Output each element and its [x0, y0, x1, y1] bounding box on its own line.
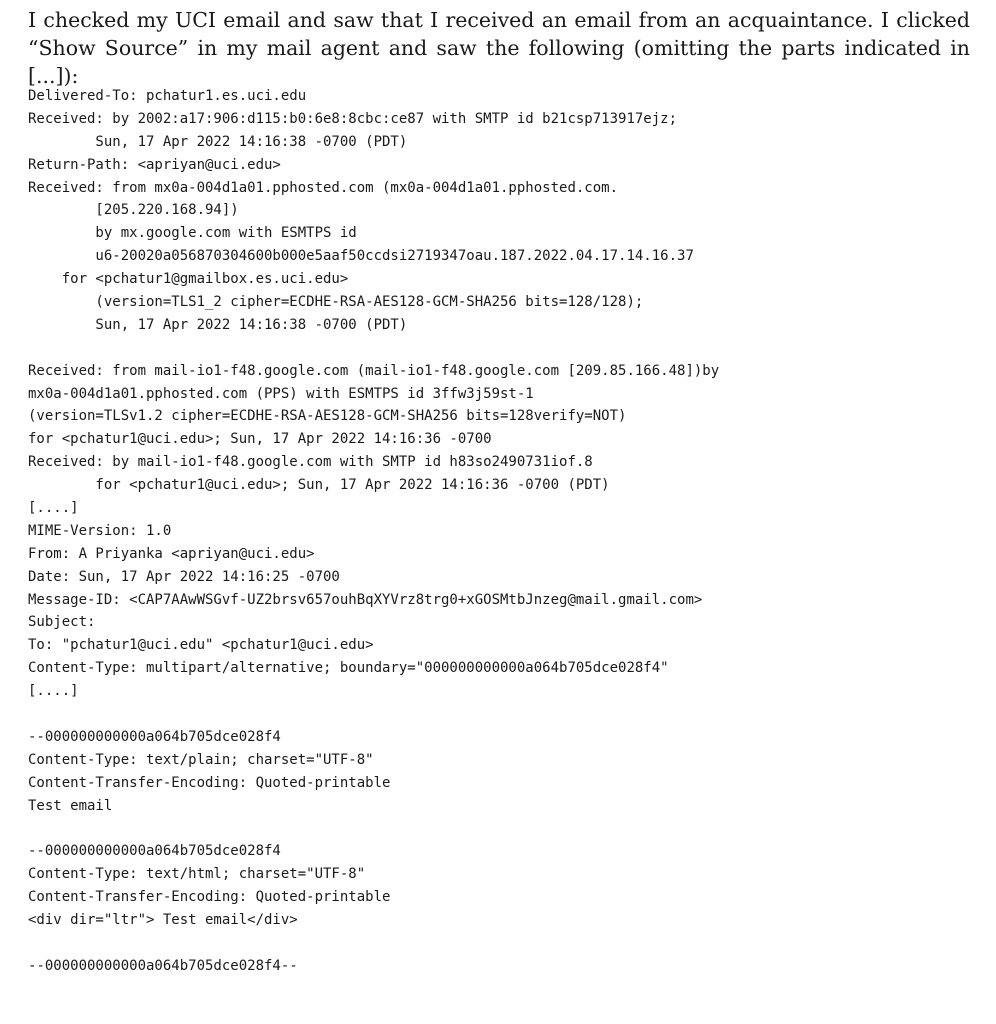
- source-line-boundary: --000000000000a064b705dce028f4: [28, 728, 281, 745]
- source-line-part1-encoding: Content-Transfer-Encoding: Quoted-printable: [28, 774, 391, 791]
- intro-paragraph: I checked my UCI email and saw that I received an email from an acquaintance. I clicked “Show Source” in my mail agent and saw the following (omitting the parts indicated in [...]):: [28, 8, 970, 88]
- source-line-received-2-by: by mx.google.com with ESMTPS id: [28, 225, 357, 242]
- source-line-received-2-tls: (version=TLS1_2 cipher=ECDHE-RSA-AES128-GCM-SHA256 bits=128/128);: [28, 294, 644, 311]
- source-line-received-2-for: for <pchatur1@gmailbox.es.uci.edu>: [28, 271, 349, 288]
- source-line-received-2: Received: from mx0a-004d1a01.pphosted.com (mx0a-004d1a01.pphosted.com.: [28, 179, 619, 196]
- source-line-omitted: [....]: [28, 500, 79, 517]
- source-line-boundary: --000000000000a064b705dce028f4: [28, 843, 281, 860]
- source-line-blank: [28, 703, 978, 726]
- source-line-from: From: A Priyanka <apriyan@uci.edu>: [28, 545, 315, 562]
- source-line-blank: [28, 337, 978, 360]
- source-line-received-4-for: for <pchatur1@uci.edu>; Sun, 17 Apr 2022 14:16:36 -0700 (PDT): [28, 477, 610, 494]
- source-line-blank: [28, 818, 978, 841]
- source-line-message-id: Message-ID: <CAP7AAwWSGvf-UZ2brsv657ouhBqXYVrz8trg0+xGOSMtbJnzeg@mail.gmail.com>: [28, 591, 703, 608]
- source-line-received-3-tls: (version=TLSv1.2 cipher=ECDHE-RSA-AES128-GCM-SHA256 bits=128verify=NOT): [28, 408, 627, 425]
- source-line-subject: Subject:: [28, 614, 96, 631]
- source-line-part1-content-type: Content-Type: text/plain; charset="UTF-8": [28, 751, 374, 768]
- source-line-mime-version: MIME-Version: 1.0: [28, 522, 172, 539]
- source-line-received-3-host: mx0a-004d1a01.pphosted.com (PPS) with ESMTPS id 3ffw3j59st-1: [28, 385, 534, 402]
- source-line-delivered-to: Delivered-To: pchatur1.es.uci.edu: [28, 88, 307, 104]
- source-line-part2-encoding: Content-Transfer-Encoding: Quoted-printable: [28, 889, 391, 906]
- source-line-received-2-ip: [205.220.168.94]): [28, 202, 239, 219]
- source-line-received-1: Received: by 2002:a17:906:d115:b0:6e8:8cbc:ce87 with SMTP id b21csp713917ejz;: [28, 110, 678, 127]
- source-line-part2-content-type: Content-Type: text/html; charset="UTF-8": [28, 866, 366, 883]
- source-line-closing-boundary: --000000000000a064b705dce028f4--: [28, 957, 298, 974]
- source-line-received-3: Received: from mail-io1-f48.google.com (mail-io1-f48.google.com [209.85.166.48])by: [28, 362, 720, 379]
- source-line-blank: [28, 932, 978, 955]
- source-line-return-path: Return-Path: <apriyan@uci.edu>: [28, 156, 281, 173]
- email-source-listing: [28, 85, 978, 978]
- source-line-received-4: Received: by mail-io1-f48.google.com with SMTP id h83so2490731iof.8: [28, 454, 593, 471]
- source-line-to: To: "pchatur1@uci.edu" <pchatur1@uci.edu>: [28, 637, 374, 654]
- source-line-received-1-date: Sun, 17 Apr 2022 14:16:38 -0700 (PDT): [28, 133, 408, 150]
- source-line-omitted: [....]: [28, 683, 79, 700]
- source-line-received-2-id: u6-20020a056870304600b000e5aaf50ccdsi2719347oau.187.2022.04.17.14.16.37: [28, 248, 694, 265]
- source-line-date: Date: Sun, 17 Apr 2022 14:16:25 -0700: [28, 568, 340, 585]
- source-line-part2-body: <div dir="ltr"> Test email</div>: [28, 912, 298, 929]
- source-line-part1-body: Test email: [28, 797, 113, 814]
- source-line-content-type: Content-Type: multipart/alternative; boundary="000000000000a064b705dce028f4": [28, 660, 669, 677]
- source-line-received-3-for: for <pchatur1@uci.edu>; Sun, 17 Apr 2022 14:16:36 -0700: [28, 431, 492, 448]
- source-line-received-2-date: Sun, 17 Apr 2022 14:16:38 -0700 (PDT): [28, 316, 408, 333]
